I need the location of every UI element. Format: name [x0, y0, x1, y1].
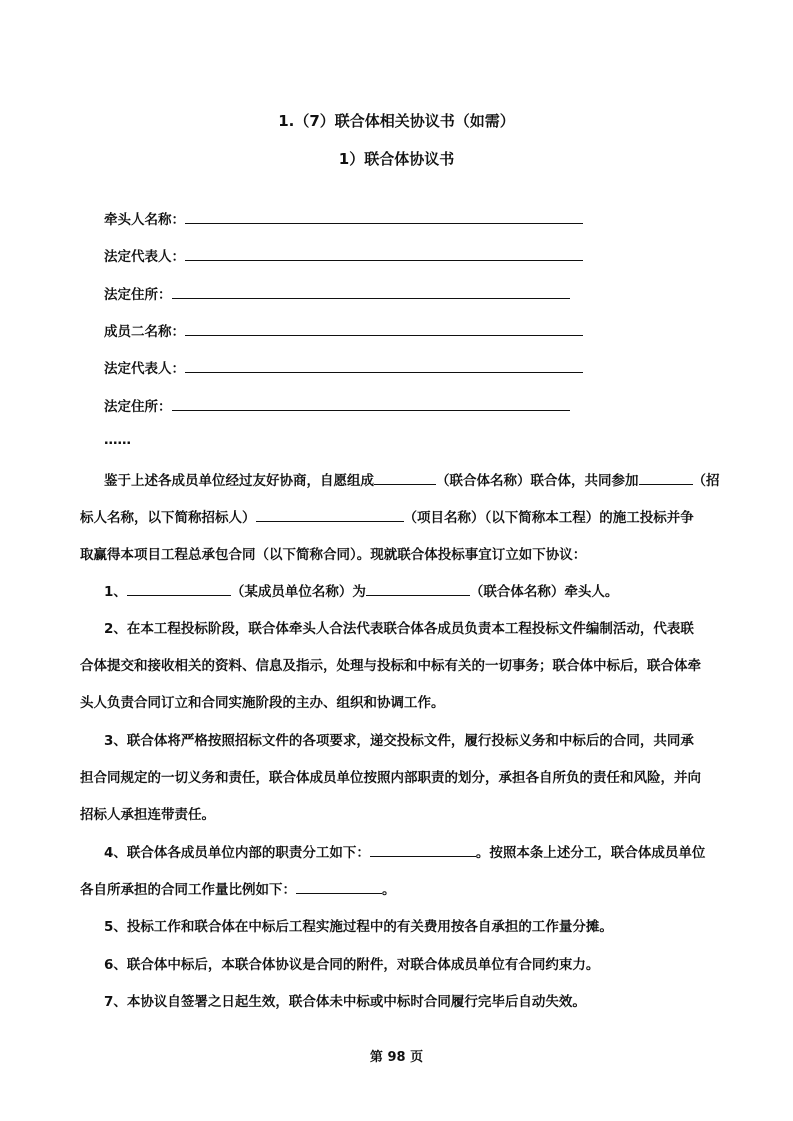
clause-4-text-1a: 4、联合体各成员单位内部的职责分工如下： [104, 845, 370, 861]
project-name-blank [256, 507, 404, 522]
clause-3-line-3: 招标人承担连带责任。 [80, 807, 215, 823]
intro-text-1a: 鉴于上述各成员单位经过友好协商，自愿组成 [104, 473, 374, 489]
clause-4-text-1b: 。按照本条上述分工，联合体成员单位 [475, 845, 706, 861]
member2-rep-field [104, 357, 583, 377]
clause-2-line-1: 2、在本工程投标阶段，联合体牵头人合法代表联合体各成员负责本工程投标文件编制活动，代表联 [104, 621, 694, 637]
intro-text-2b: （项目名称）（以下简称本工程）的施工投标并争 [403, 510, 694, 526]
intro-text-1b: （联合体名称）联合体，共同参加 [436, 473, 639, 489]
clause-4-text-2a: 各自所承担的合同工作量比例如下： [80, 882, 296, 898]
consortium-name-blank [374, 470, 436, 485]
member2-name-label: 成员二名称： [104, 324, 185, 340]
clause-7: 7、本协议自签署之日起生效，联合体未中标或中标时合同履行完毕后自动失效。 [104, 994, 586, 1010]
clause-3-line-2: 担合同规定的一切义务和责任，联合体成员单位按照内部职责的划分，承担各自所负的责任和风险，并向 [80, 770, 701, 786]
workload-ratio-blank [296, 879, 382, 894]
lead-rep-blank [185, 246, 583, 261]
document-heading: 1.（7）联合体相关协议书（如需） [278, 112, 515, 130]
member2-addr-label: 法定住所： [104, 399, 172, 415]
clause-1-text-b: （某成员单位名称）为 [230, 584, 366, 600]
clause-3-line-1: 3、联合体将严格按照招标文件的各项要求，递交投标文件，履行投标义务和中标后的合同，共同承 [104, 733, 694, 749]
lead-rep-field [104, 245, 583, 265]
lead-name-field [104, 208, 583, 228]
clause-5: 5、投标工作和联合体在中标后工程实施过程中的有关费用按各自承担的工作量分摊。 [104, 919, 613, 935]
member-unit-blank [127, 581, 231, 596]
clause-4-line-1 [104, 841, 705, 861]
clause-4-line-2 [80, 878, 396, 898]
lead-addr-field [104, 283, 570, 303]
member2-rep-blank [185, 358, 583, 373]
member2-name-field [104, 320, 583, 340]
clause-1 [104, 580, 618, 600]
lead-addr-label: 法定住所： [104, 287, 172, 303]
lead-name-blank [185, 209, 583, 224]
page-number: 第 98 页 [369, 1050, 424, 1065]
intro-text-1c: （招 [692, 473, 720, 489]
clause-1-number: 1、 [104, 584, 127, 600]
clause-6: 6、联合体中标后，本联合体协议是合同的附件，对联合体成员单位有合同约束力。 [104, 957, 600, 973]
document-subheading: 1）联合体协议书 [338, 150, 455, 168]
clause-1-text-c: （联合体名称）牵头人。 [469, 584, 619, 600]
clause-2-line-3: 头人负责合同订立和合同实施阶段的主办、组织和协调工作。 [80, 695, 445, 711]
intro-line-2 [80, 506, 694, 526]
lead-name-label: 牵头人名称： [104, 212, 185, 228]
member2-rep-label: 法定代表人： [104, 361, 185, 377]
intro-text-2a: 标人名称，以下简称招标人） [80, 510, 256, 526]
intro-line-3: 取赢得本项目工程总承包合同（以下简称合同）。现就联合体投标事宜订立如下协议： [80, 547, 587, 563]
clause-4-text-2b: 。 [382, 882, 396, 898]
lead-addr-blank [172, 284, 570, 299]
tenderer-name-blank [639, 470, 693, 485]
ellipsis: …… [104, 432, 131, 448]
intro-line-1 [104, 469, 720, 489]
consortium-name-blank-2 [366, 581, 470, 596]
lead-rep-label: 法定代表人： [104, 249, 185, 265]
member2-name-blank [185, 321, 583, 336]
duty-division-blank [370, 842, 476, 857]
member2-addr-field [104, 395, 570, 415]
member2-addr-blank [172, 396, 570, 411]
clause-2-line-2: 合体提交和接收相关的资料、信息及指示，处理与投标和中标有关的一切事务；联合体中标后，联合体牵 [80, 658, 701, 674]
